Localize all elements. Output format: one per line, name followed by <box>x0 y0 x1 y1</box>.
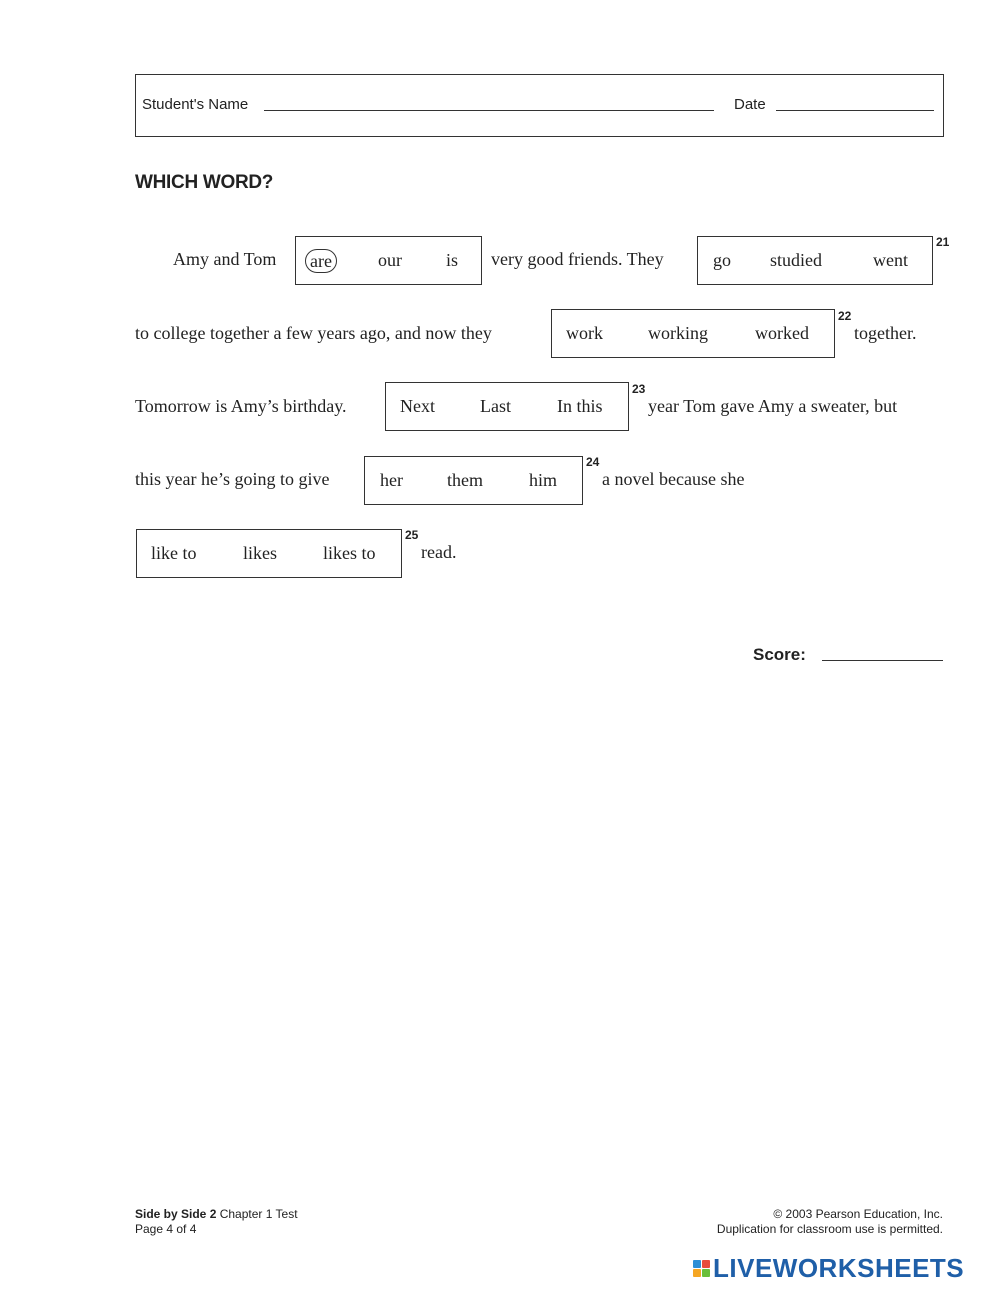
choice-box-22 <box>551 309 835 358</box>
liveworksheets-wordmark: LIVEWORKSHEETS <box>713 1252 965 1283</box>
question-number: 22 <box>838 309 852 323</box>
choice-box-23 <box>385 382 629 431</box>
option[interactable]: him <box>529 470 558 490</box>
option[interactable]: are <box>305 249 337 273</box>
question-number: 24 <box>586 455 600 469</box>
choice-box-24 <box>364 456 583 505</box>
option[interactable]: go <box>713 250 731 270</box>
liveworksheets-logo <box>693 1253 964 1283</box>
section-title: WHICH WORD? <box>135 172 274 193</box>
sentence-text: very good friends. They <box>491 249 664 269</box>
footer-page: Page 4 of 4 <box>135 1222 197 1236</box>
footer-left <box>135 1207 298 1237</box>
option[interactable]: Next <box>400 396 435 416</box>
option[interactable]: working <box>648 323 708 343</box>
option[interactable]: likes <box>243 543 277 563</box>
choice-box-21 <box>697 236 933 285</box>
student-info-box <box>135 74 944 137</box>
book-chapter: Chapter 1 Test <box>216 1207 298 1221</box>
date-label: Date <box>734 96 766 113</box>
option[interactable]: our <box>378 250 402 270</box>
sentence-text: year Tom gave Amy a sweater, but <box>648 396 898 416</box>
sentence-text: this year he’s going to give <box>135 469 330 489</box>
question-number: 25 <box>405 528 419 542</box>
sentence-text: a novel because she <box>602 469 745 489</box>
choice-box-25 <box>136 529 402 578</box>
option[interactable]: In this <box>557 396 603 416</box>
sentence-text: Tomorrow is Amy’s birthday. <box>135 396 347 416</box>
option[interactable]: Last <box>480 396 511 416</box>
logo-square <box>702 1260 710 1268</box>
student-name-field[interactable] <box>264 110 714 111</box>
copyright-text: © 2003 Pearson Education, Inc. <box>773 1207 943 1221</box>
option[interactable]: went <box>873 250 908 270</box>
option[interactable]: studied <box>770 250 822 270</box>
option[interactable]: worked <box>755 323 809 343</box>
sentence-text: together. <box>854 323 917 343</box>
student-name-label: Student's Name <box>142 96 249 113</box>
score-label: Score: <box>753 645 806 664</box>
book-title: Side by Side 2 <box>135 1207 217 1221</box>
logo-square <box>693 1260 701 1268</box>
option[interactable]: likes to <box>323 543 376 563</box>
sentence-text: Amy and Tom <box>173 249 277 269</box>
sentence-text: to college together a few years ago, and now they <box>135 323 492 343</box>
liveworksheets-icon <box>693 1260 710 1277</box>
footer-book <box>135 1207 298 1222</box>
option[interactable]: like to <box>151 543 197 563</box>
option[interactable]: her <box>380 470 403 490</box>
question-number: 23 <box>632 382 646 396</box>
choice-box-20 <box>295 236 482 285</box>
option[interactable]: them <box>447 470 483 490</box>
logo-square <box>693 1269 701 1277</box>
date-field[interactable] <box>776 110 934 111</box>
sentence-text: read. <box>421 542 457 562</box>
score-field[interactable] <box>822 660 943 661</box>
option[interactable]: work <box>566 323 603 343</box>
duplication-text: Duplication for classroom use is permitted. <box>716 1222 943 1236</box>
logo-square <box>702 1269 710 1277</box>
footer-right <box>717 1207 943 1237</box>
option[interactable]: is <box>446 250 459 270</box>
question-number: 21 <box>936 235 950 249</box>
